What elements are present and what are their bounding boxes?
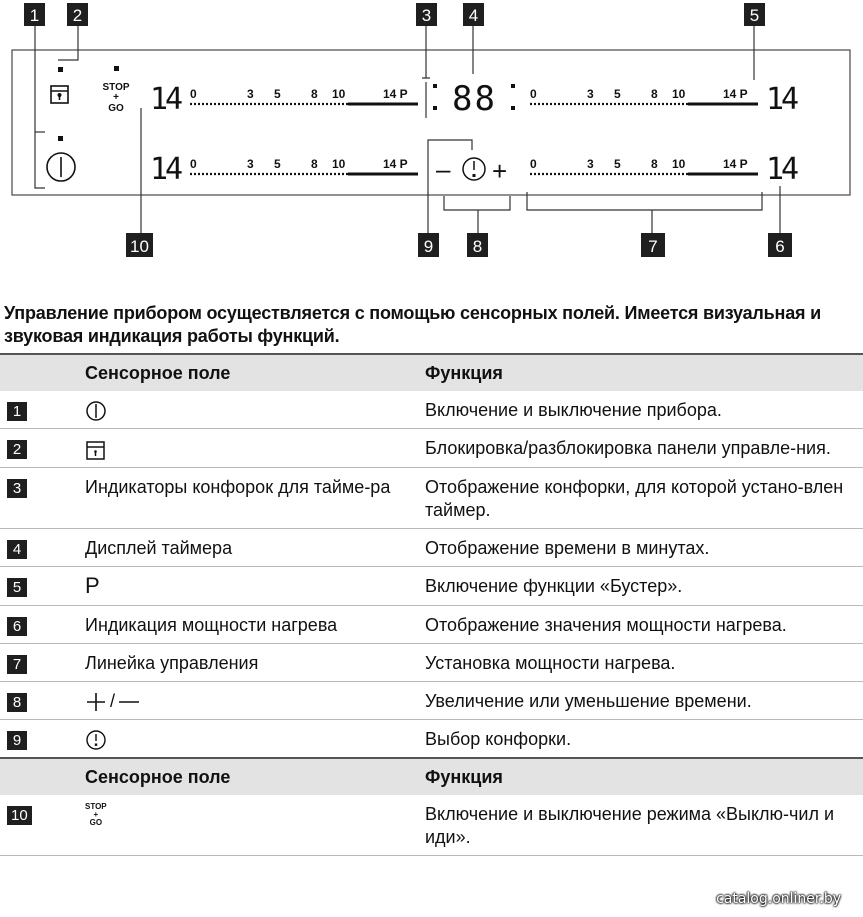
function-text: Блокировка/разблокировка панели управле-ния. — [425, 429, 863, 467]
leader-lines — [35, 26, 780, 233]
field-label: Индикация мощности нагрева — [85, 605, 425, 643]
slider-tick-label: 10 — [332, 157, 346, 171]
slider-tick-label: 0 — [190, 87, 197, 101]
timer-zone-indicators-left — [433, 84, 437, 110]
svg-text:9: 9 — [423, 237, 434, 256]
row-number: 2 — [7, 440, 27, 459]
row-number: 3 — [7, 479, 27, 498]
table-row — [0, 429, 863, 467]
function-text: Отображение значения мощности нагрева. — [425, 605, 863, 643]
slider-tick-label: 5 — [614, 157, 621, 171]
field-label: Дисплей таймера — [85, 528, 425, 566]
watermark: catalog.onliner.by — [716, 891, 841, 907]
callout-9 — [418, 233, 439, 257]
slider-tick-label: 3 — [247, 87, 254, 101]
callout-1 — [24, 3, 45, 26]
timer-minus-button[interactable]: – — [436, 154, 451, 184]
stop-go-indicator-dot — [114, 66, 119, 71]
table-row — [0, 681, 863, 719]
row-number: 10 — [7, 806, 32, 825]
callout-10 — [126, 233, 153, 257]
table-row — [0, 391, 863, 429]
svg-text:6: 6 — [775, 237, 785, 256]
slider-tick-label: 14 P — [723, 87, 748, 101]
svg-text:2: 2 — [72, 6, 83, 25]
svg-text:7: 7 — [648, 237, 658, 256]
slider-tick-label: 8 — [311, 157, 318, 171]
field-label: Линейка управления — [85, 643, 425, 681]
power-indicator-dot — [58, 136, 63, 141]
callout-6 — [768, 233, 792, 257]
function-text: Отображение времени в минутах. — [425, 528, 863, 566]
table-header — [0, 354, 863, 391]
slider-left-bottom[interactable] — [190, 157, 418, 174]
intro-text: Управление прибором осуществляется с помощью сенсорных полей. Имеется визуальная и звуковая индикация работы функций. — [4, 303, 821, 346]
power-level-display-right-bottom: 14 — [766, 152, 797, 187]
power-level-display-right-top: 14 — [766, 82, 797, 117]
table-header-2 — [0, 758, 863, 795]
slider-tick-label: 5 — [614, 87, 621, 101]
callout-4 — [463, 3, 484, 26]
slider-right-bottom[interactable] — [530, 157, 758, 174]
slider-right-top[interactable] — [530, 87, 758, 104]
field-label: / — [110, 690, 116, 711]
slider-tick-label: 3 — [587, 87, 594, 101]
slider-tick-label: 0 — [190, 157, 197, 171]
table-row — [0, 528, 863, 566]
control-panel-diagram — [0, 0, 863, 262]
function-text: Включение и выключение режима «Выклю-чил и иди». — [425, 795, 863, 856]
callout-3 — [416, 3, 437, 26]
slider-tick-label: 8 — [311, 87, 318, 101]
svg-text:4: 4 — [468, 6, 479, 25]
row-number: 4 — [7, 540, 27, 559]
slider-tick-label: 3 — [587, 157, 594, 171]
row-number: 5 — [7, 578, 27, 597]
zone-select-icon — [85, 729, 107, 751]
controls-table — [0, 353, 863, 856]
table-row — [0, 467, 863, 528]
slider-tick-label: 0 — [530, 157, 537, 171]
power-level-display-left-bottom: 14 — [150, 152, 181, 187]
svg-text:8: 8 — [472, 237, 483, 256]
stop-go-icon: STOP + GO — [85, 802, 107, 827]
col-header-field: Сенсорное поле — [85, 354, 425, 391]
function-text: Установка мощности нагрева. — [425, 643, 863, 681]
callout-8 — [467, 233, 488, 257]
svg-text:STOP: STOP — [102, 82, 130, 93]
slider-tick-label: 3 — [247, 157, 254, 171]
callout-7 — [641, 233, 665, 257]
svg-text:1: 1 — [29, 6, 40, 25]
callout-2 — [67, 3, 88, 26]
slider-tick-label: 10 — [672, 87, 686, 101]
slider-tick-label: 0 — [530, 87, 537, 101]
table-row — [0, 605, 863, 643]
timer-zone-indicators-right — [511, 84, 515, 110]
field-label: Индикаторы конфорок для тайме-ра — [85, 467, 425, 528]
svg-text:10: 10 — [130, 237, 149, 256]
row-number: 7 — [7, 655, 27, 674]
svg-text:5: 5 — [749, 6, 760, 25]
row-number: 8 — [7, 693, 27, 712]
function-text: Выбор конфорки. — [425, 719, 863, 758]
lock-icon[interactable] — [51, 86, 68, 103]
callout-5 — [744, 3, 765, 26]
slider-tick-label: 5 — [274, 157, 281, 171]
power-icon — [85, 400, 107, 422]
table-row — [0, 566, 863, 605]
row-number: 6 — [7, 617, 27, 636]
function-text: Отображение конфорки, для которой устано-влен таймер. — [425, 467, 863, 528]
table-row — [0, 795, 863, 856]
slider-tick-label: 14 P — [383, 157, 408, 171]
col-header-field: Сенсорное поле — [85, 758, 425, 795]
plus-icon — [85, 691, 107, 713]
function-text: Включение функции «Бустер». — [425, 566, 863, 605]
slider-left-top[interactable] — [190, 87, 418, 104]
slider-tick-label: 8 — [651, 87, 658, 101]
col-header-function: Функция — [425, 758, 863, 795]
timer-plus-button[interactable]: + — [492, 156, 508, 186]
slider-tick-label: 10 — [672, 157, 686, 171]
svg-text:3: 3 — [421, 6, 432, 25]
function-text: Увеличение или уменьшение времени. — [425, 681, 863, 719]
slider-tick-label: 10 — [332, 87, 346, 101]
table-row — [0, 643, 863, 681]
timer-display: 88 — [452, 79, 497, 119]
power-icon[interactable] — [47, 153, 75, 181]
svg-text:GO: GO — [108, 103, 124, 114]
zone-select-icon[interactable] — [463, 158, 485, 180]
slider-tick-label: 14 P — [383, 87, 408, 101]
slider-tick-label: 5 — [274, 87, 281, 101]
col-header-function: Функция — [425, 354, 863, 391]
power-level-display-left-top: 14 — [150, 82, 181, 117]
function-text: Включение и выключение прибора. — [425, 391, 863, 429]
row-number: 9 — [7, 731, 27, 750]
lock-icon — [85, 439, 107, 461]
booster-p-symbol: P — [85, 572, 100, 598]
slider-tick-label: 8 — [651, 157, 658, 171]
minus-icon — [118, 691, 140, 713]
stop-go-button[interactable] — [102, 82, 129, 114]
row-number: 1 — [7, 402, 27, 421]
svg-text:+: + — [113, 92, 119, 103]
lock-indicator-dot — [58, 67, 63, 72]
slider-tick-label: 14 P — [723, 157, 748, 171]
table-row — [0, 719, 863, 758]
